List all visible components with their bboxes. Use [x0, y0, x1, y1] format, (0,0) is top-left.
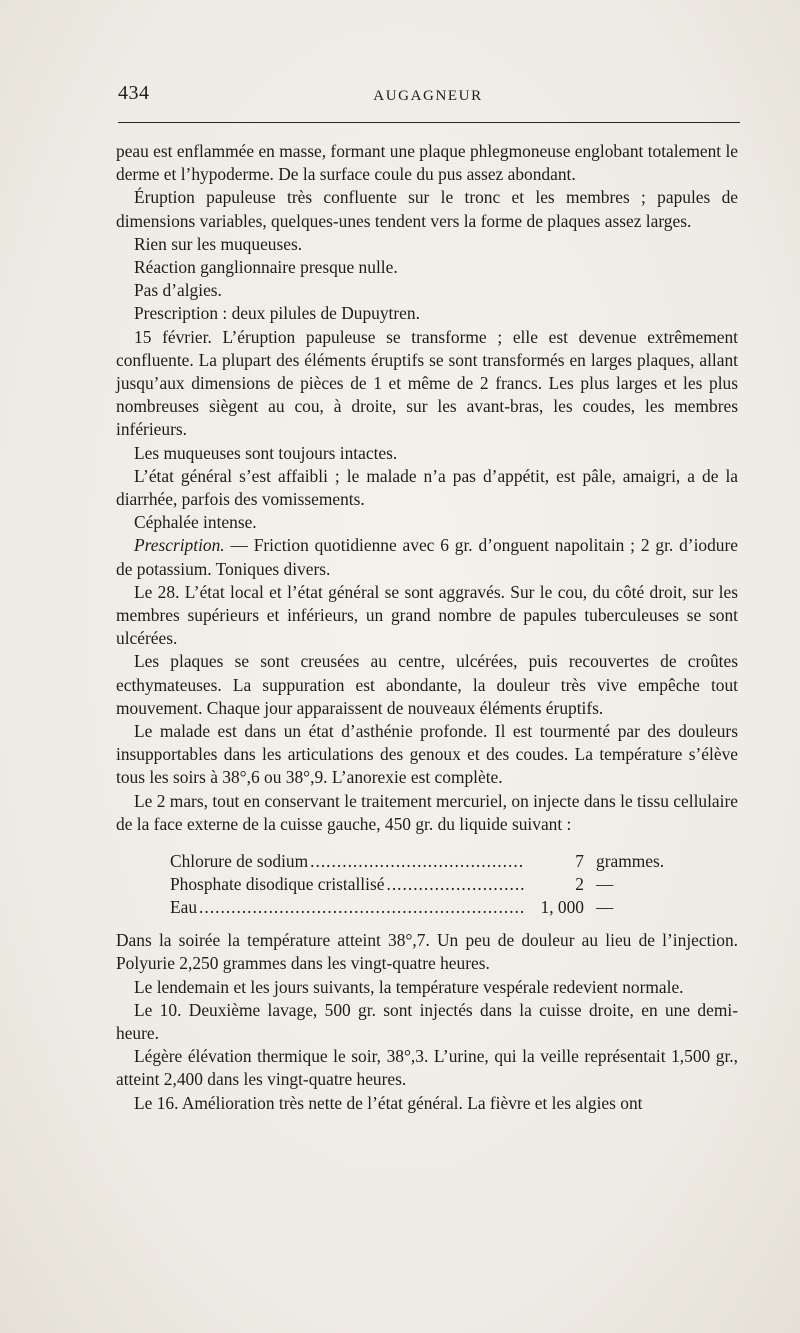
ingredient-unit: —	[596, 897, 614, 918]
ingredient-name: Chlorure de sodium	[170, 851, 309, 872]
leader-dots	[386, 873, 524, 896]
paragraph: Pas d’algies.	[134, 280, 222, 301]
paragraph: Prescription : deux pilules de Dupuytren.	[134, 303, 420, 324]
paragraph: Céphalée intense.	[134, 512, 257, 533]
paragraph: Dans la soirée la température atteint 38°,7. Un peu de douleur au lieu de l’injection. Polyurie 2,250 grammes dans les vingt-quatre heures.	[116, 930, 738, 974]
paragraph: Éruption papuleuse très confluente sur le tronc et les membres ; papules de dimensions variables, quelques-unes tendent vers la forme de plaques assez larges.	[116, 187, 738, 231]
paragraph: Le lendemain et les jours suivants, la température vespérale redevient normale.	[134, 976, 684, 997]
recipe-row	[170, 896, 688, 919]
body-text	[116, 140, 738, 1115]
paragraph: peau est enflammée en masse, formant une plaque phlegmoneuse englobant totalement le derme et l’hypoderme. De la surface coule du pus assez abondant.	[116, 141, 738, 185]
ingredient-quantity: 1, 000	[540, 897, 584, 918]
header-rule	[118, 122, 740, 123]
ingredient-name: Phosphate disodique cristallisé	[170, 874, 385, 895]
page-header	[118, 82, 738, 112]
prescription-paragraph	[116, 534, 738, 580]
paragraph: Légère élévation thermique le soir, 38°,3. L’urine, qui la veille représentait 1,500 gr., atteint 2,400 dans les vingt-quatre heures.	[116, 1046, 738, 1090]
paragraph: Le 28. L’état local et l’état général se sont aggravés. Sur le cou, du côté droit, sur les membres supérieurs et inférieurs, un grand nombre de papules tuberculeuses se sont ulcérées.	[116, 581, 738, 649]
paragraph: Le 2 mars, tout en conservant le traitement mercuriel, on injecte dans le tissu cellulaire de la face externe de la cuisse gauche, 450 gr. du liquide suivant :	[116, 790, 738, 834]
recipe-row	[170, 873, 688, 896]
ingredient-quantity: 2	[575, 874, 584, 895]
leader-dots	[310, 850, 524, 873]
recipe-row	[170, 850, 688, 873]
ingredient-unit: —	[596, 874, 614, 895]
paragraph: Le 10. Deuxième lavage, 500 gr. sont injectés dans la cuisse droite, en une demi-heure.	[116, 999, 738, 1043]
paragraph: Le malade est dans un état d’asthénie profonde. Il est tourmenté par des douleurs insupportables dans les articulations des genoux et des coudes. La température s’élève tous les soirs à 38°,6 ou 38°,9. L’anorexie est complète.	[116, 721, 738, 788]
prescription-label: Prescription.	[134, 535, 225, 556]
prescription-text: — Friction quotidienne avec 6 gr. d’onguent napolitain ; 2 gr. d’iodure de potassium. Toniques divers.	[116, 535, 738, 579]
paragraph: Réaction ganglionnaire presque nulle.	[134, 257, 398, 278]
running-head: AUGAGNEUR	[373, 88, 483, 104]
paragraph: Les plaques se sont creusées au centre, ulcérées, puis recouvertes de croûtes ecthymateuses. La suppuration est abondante, la douleur très vive empêche tout mouvement. Chaque jour apparaissent de nouveaux éléments éruptifs.	[116, 651, 738, 718]
paragraph: Rien sur les muqueuses.	[134, 233, 303, 254]
paragraph: 15 février. L’éruption papuleuse se transforme ; elle est devenue extrêmement confluente. La plupart des éléments éruptifs se sont transformés en larges plaques, allant jusqu’aux dimensions de pièces de 1 et même de 2 francs. Les plus larges et les plus nombreuses siègent au cou, à droite, sur les avant-bras, les coudes, les membres inférieurs.	[116, 326, 738, 440]
paragraph: L’état général s’est affaibli ; le malade n’a pas d’appétit, est pâle, amaigri, a de la diarrhée, parfois des vomissements.	[116, 465, 738, 510]
paragraph: Les muqueuses sont toujours intactes.	[134, 442, 398, 463]
ingredient-unit: grammes.	[596, 851, 665, 872]
leader-dots	[199, 896, 524, 919]
page-number: 434	[118, 82, 150, 104]
paragraph: Le 16. Amélioration très nette de l’état général. La fièvre et les algies ont	[134, 1092, 643, 1113]
ingredient-name: Eau	[170, 897, 198, 918]
recipe-table	[170, 850, 688, 919]
ingredient-quantity: 7	[575, 851, 584, 872]
